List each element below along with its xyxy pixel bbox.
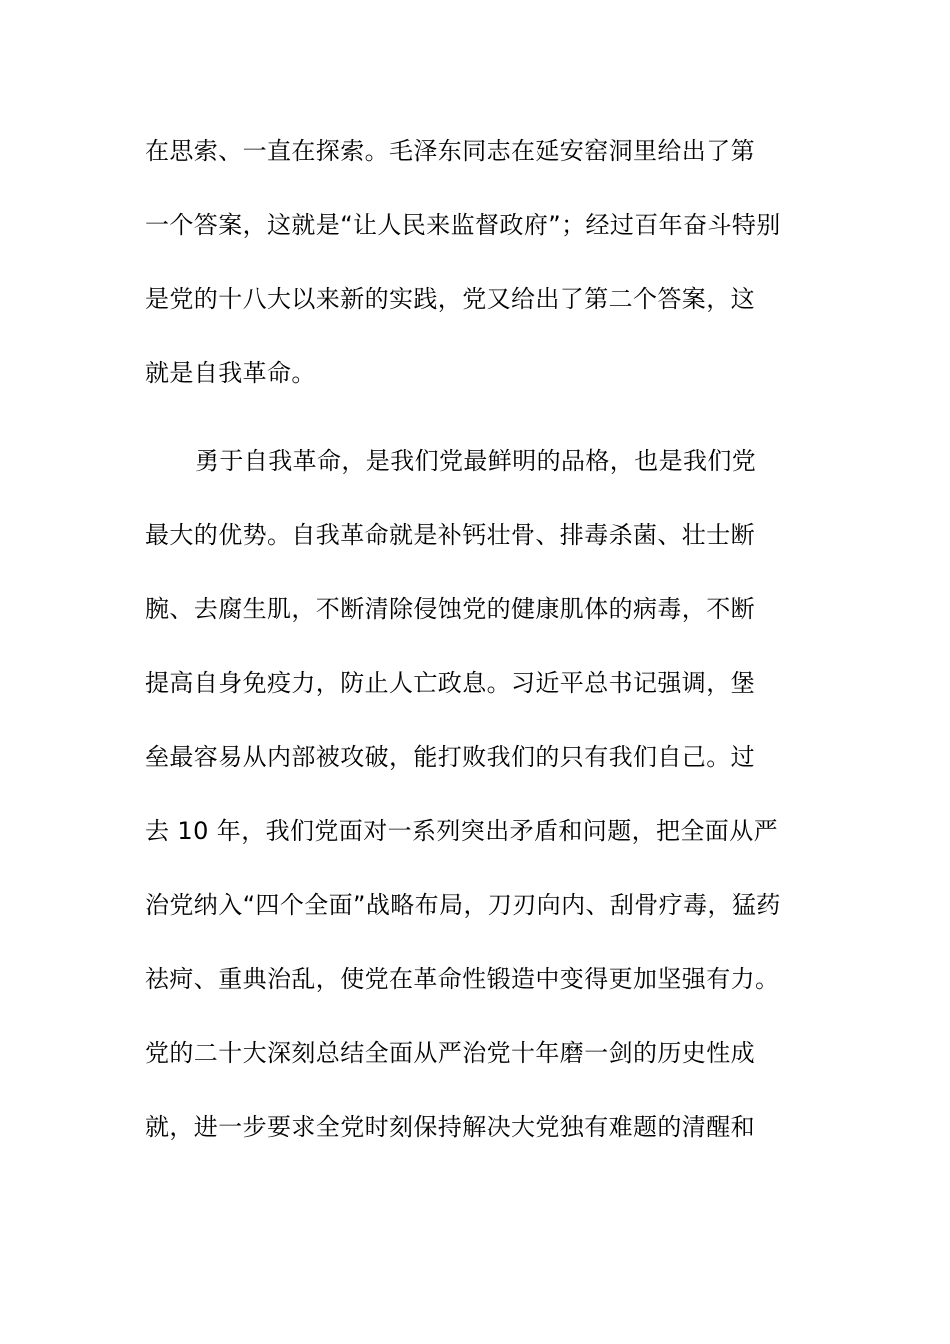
text-line: 垒最容易从内部被攻破，能打败我们的只有我们自己。过	[145, 743, 755, 771]
text-line: 腕、去腐生肌，不断清除侵蚀党的健康肌体的病毒，不断	[145, 595, 755, 623]
text-line: 一个答案，这就是“让人民来监督政府”；经过百年奋斗特别	[145, 211, 781, 239]
text-line: 治党纳入“四个全面”战略布局，刀刃向内、刮骨疗毒，猛药	[145, 891, 781, 919]
text-line: 就是自我革命。	[145, 359, 316, 387]
text-line: 去 10 年，我们党面对一系列突出矛盾和问题，把全面从严	[145, 817, 778, 845]
text-line: 是党的十八大以来新的实践，党又给出了第二个答案，这	[145, 285, 755, 313]
text-line: 党的二十大深刻总结全面从严治党十年磨一剑的历史性成	[145, 1039, 755, 1067]
text-line: 就，进一步要求全党时刻保持解决大党独有难题的清醒和	[145, 1113, 755, 1141]
text-line-indented: 勇于自我革命，是我们党最鲜明的品格，也是我们党	[195, 447, 757, 475]
text-line: 祛疴、重典治乱，使党在革命性锻造中变得更加坚强有力。	[145, 965, 780, 993]
text-line: 在思索、一直在探索。毛泽东同志在延安窑洞里给出了第	[145, 137, 755, 165]
text-line: 最大的优势。自我革命就是补钙壮骨、排毒杀菌、壮士断	[145, 521, 755, 549]
text-line: 提高自身免疫力，防止人亡政息。习近平总书记强调，堡	[145, 669, 755, 697]
